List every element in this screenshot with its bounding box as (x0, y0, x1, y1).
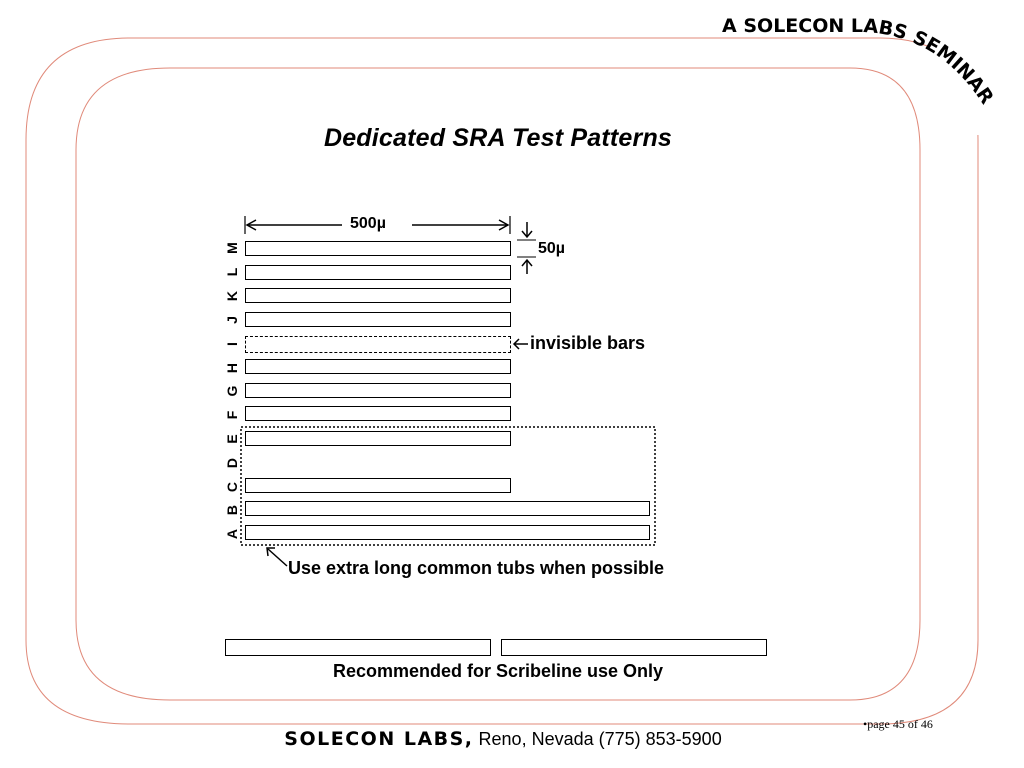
seminar-banner: A SOLECON LABS SEMINAR (722, 14, 998, 109)
test-bar-a-common-tub (245, 525, 650, 540)
bar-letter-l: L (224, 267, 240, 277)
test-bar-i-invisible (245, 336, 511, 353)
bar-letter-c: C (224, 481, 240, 493)
test-bar-j (245, 312, 511, 327)
test-bar-f (245, 406, 511, 421)
footer-brand: SOLECON LABS, (284, 728, 474, 750)
footer-line (0, 728, 1006, 751)
test-bar-g (245, 383, 511, 398)
height-dimension-label: 50µ (538, 240, 566, 257)
bar-letter-j: J (224, 316, 240, 324)
footer-address: Reno, Nevada (775) 853-5900 (473, 729, 722, 749)
bar-letter-e: E (224, 434, 240, 444)
test-bar-h (245, 359, 511, 374)
page-indicator: •page 45 of 46 (863, 717, 933, 731)
bar-letter-g: G (224, 385, 240, 397)
invisible-bars-callout: invisible bars (530, 333, 646, 353)
bar-letter-h: H (224, 362, 240, 374)
bar-letter-m: M (224, 242, 240, 254)
common-tubs-callout: Use extra long common tubs when possible (288, 558, 665, 578)
test-bar-l (245, 265, 511, 280)
test-bar-e (245, 431, 511, 446)
test-bar-b-common-tub (245, 501, 650, 516)
bar-letter-a: A (224, 528, 240, 540)
scribeline-caption: Recommended for Scribeline use Only (332, 661, 664, 681)
bar-letter-i: I (224, 342, 240, 346)
bar-letter-d: D (224, 457, 240, 469)
test-bar-m (245, 241, 511, 256)
bar-letter-k: K (224, 290, 240, 302)
scribeline-bar-right (501, 639, 767, 656)
test-bar-c (245, 478, 511, 493)
scribeline-bar-left (225, 639, 491, 656)
bar-letter-f: F (224, 410, 240, 420)
width-dimension-label: 500µ (346, 215, 390, 233)
test-bar-k (245, 288, 511, 303)
bar-letter-b: B (224, 504, 240, 516)
slide-title: Dedicated SRA Test Patterns (323, 124, 673, 152)
